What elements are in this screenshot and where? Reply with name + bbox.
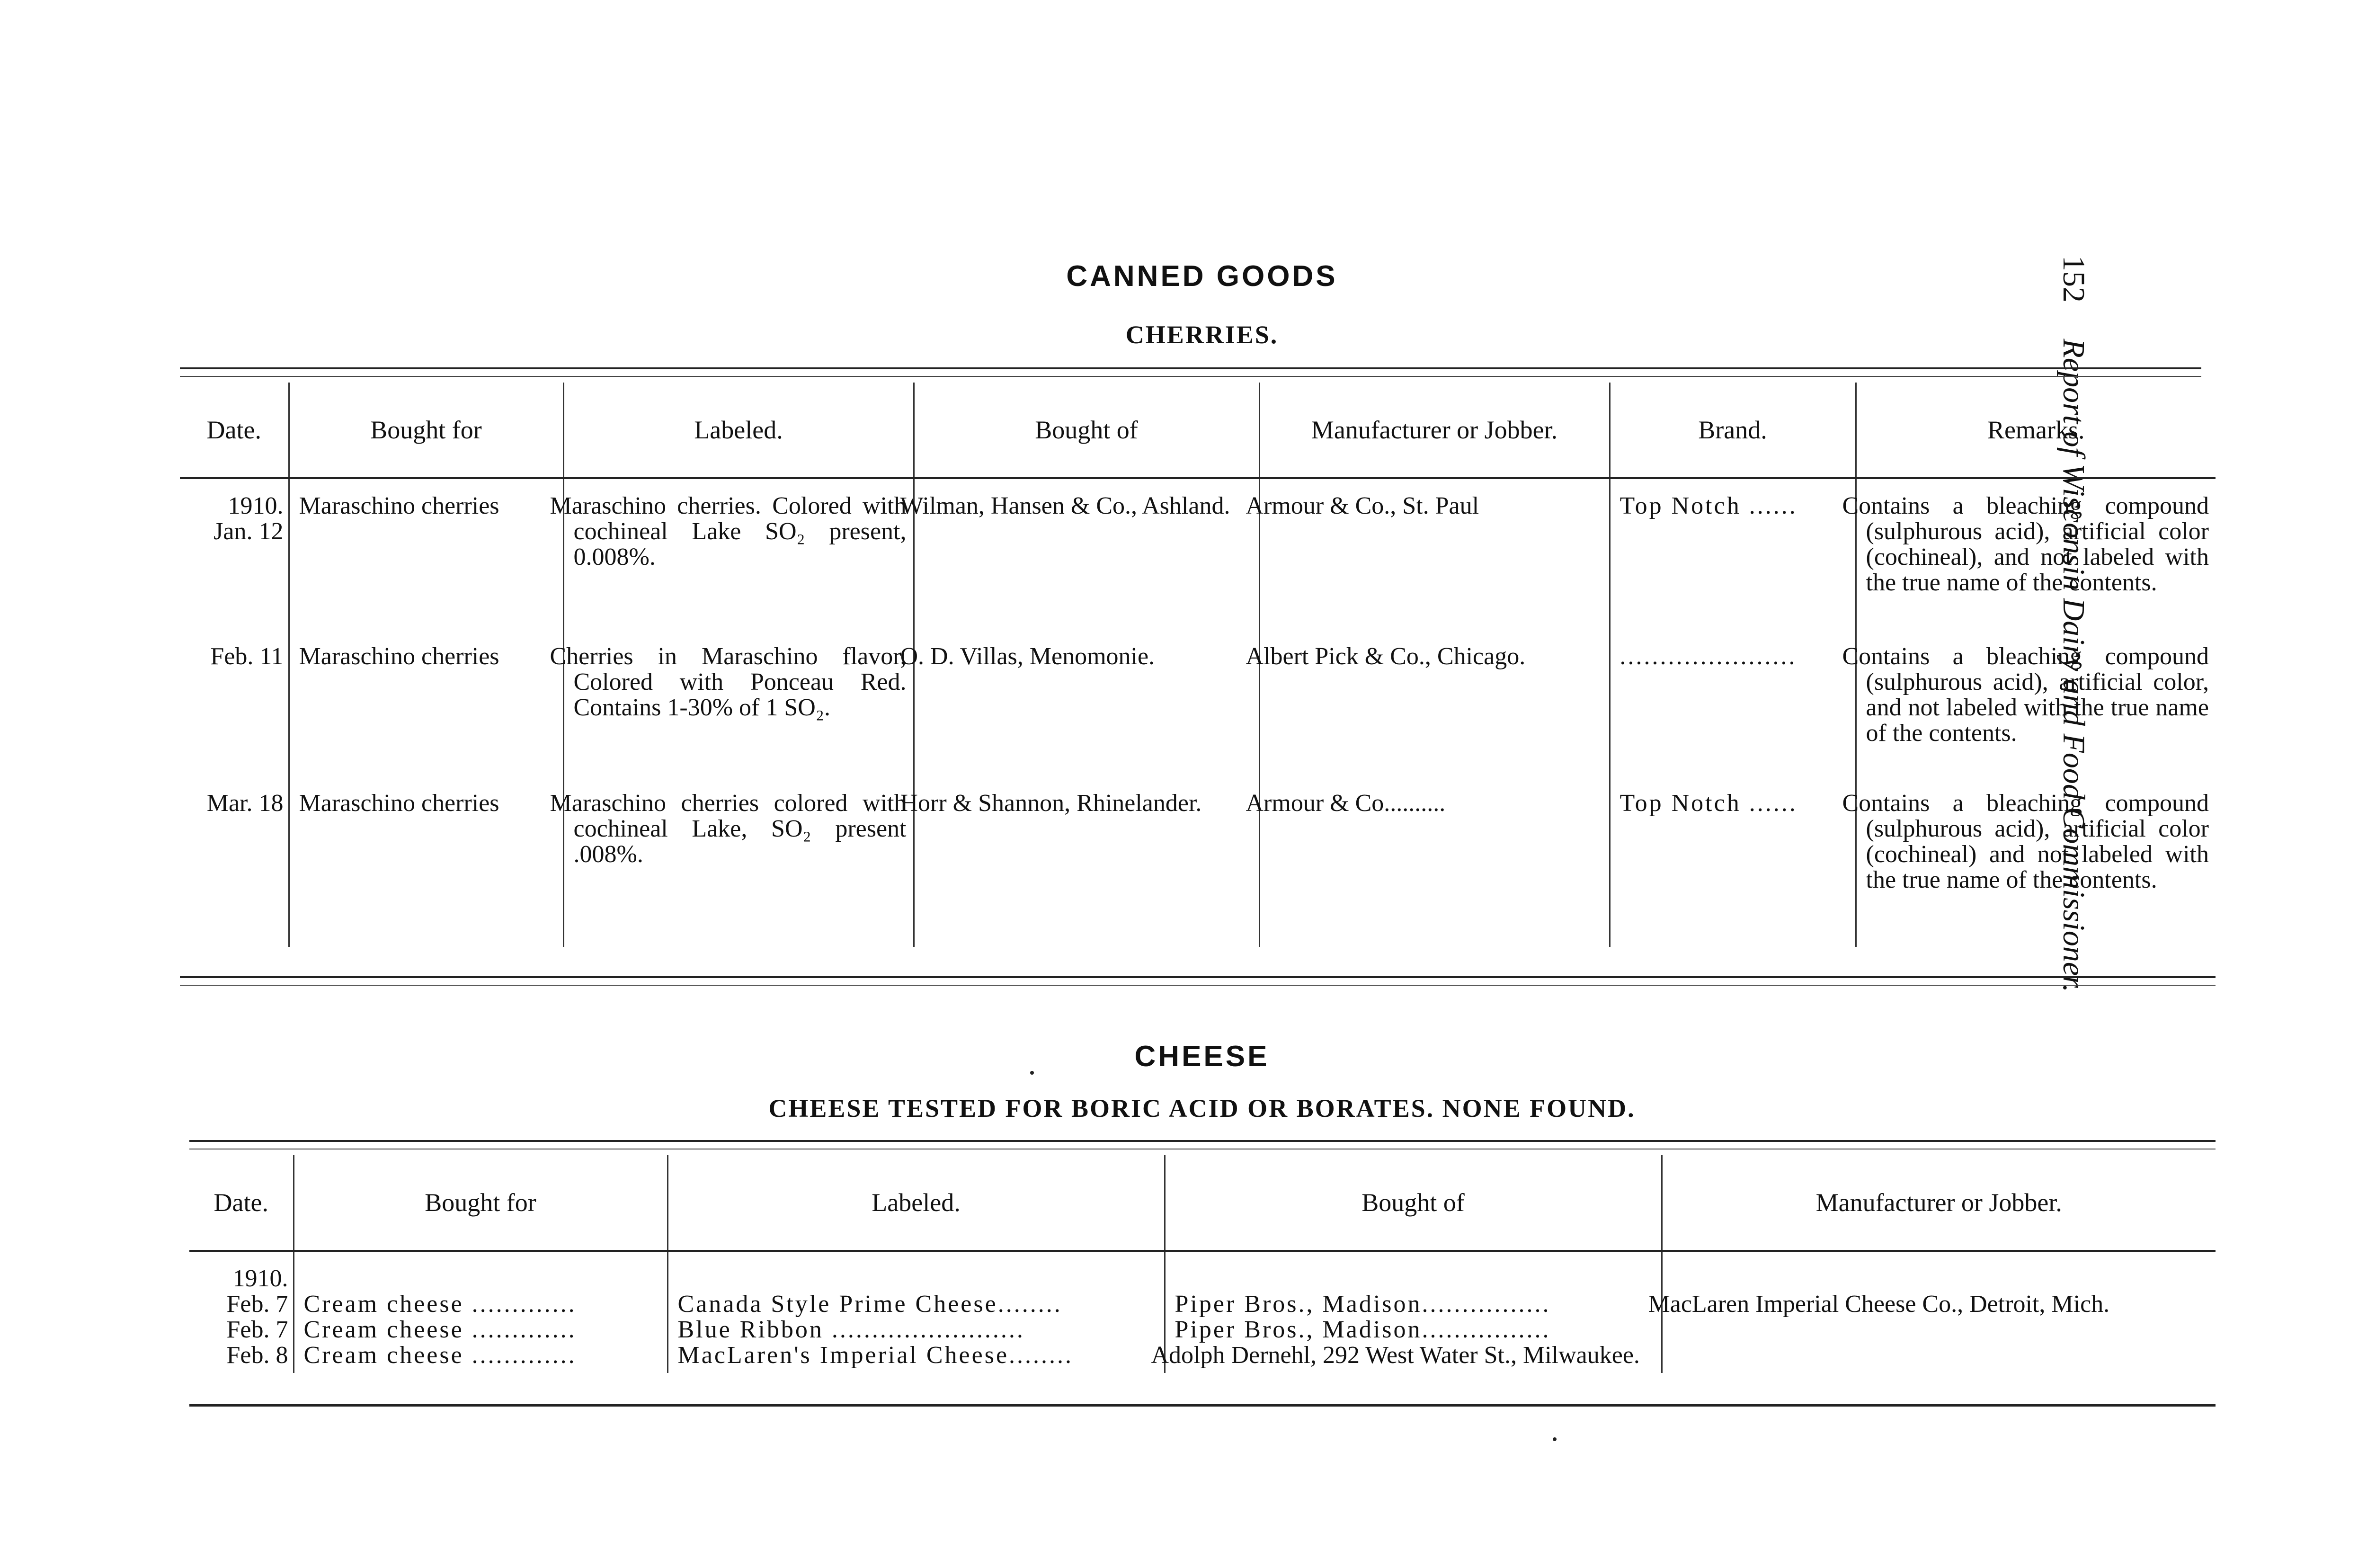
remarks-cell: Contains a bleaching compound (sulphurous acid), artificial color, and not labeled with the true name of the contents.	[1856, 630, 2216, 776]
date-value: Feb. 7	[226, 1316, 288, 1343]
manufacturer-cell: Armour & Co., St. Paul	[1259, 478, 1610, 630]
bought-of-cell: Piper Bros., Madison................	[1165, 1251, 1662, 1317]
labeled-cell: Canada Style Prime Cheese........	[667, 1251, 1165, 1317]
year-label: 1910.	[232, 1265, 288, 1292]
col-header-manufacturer: Manufacturer or Jobber.	[1662, 1155, 2216, 1251]
cheese-header-row	[189, 1155, 2216, 1251]
canned-goods-title: CANNED GOODS	[1066, 260, 1338, 293]
cheese-subtitle: CHEESE TESTED FOR BORIC ACID OR BORATES. NONE FOUND.	[768, 1094, 1636, 1123]
labeled-cell: Maraschino cherries. Colored with cochineal Lake SO₂ present, 0.008%.	[563, 478, 914, 630]
canned-header-row	[180, 383, 2216, 478]
bought-of-cell: Adolph Dernehl, 292 West Water St., Milwaukee.	[1165, 1343, 1662, 1373]
stray-dot	[1553, 1437, 1557, 1441]
col-header-remarks: Remarks.	[1856, 383, 2216, 478]
col-header-labeled: Labeled.	[667, 1155, 1165, 1251]
running-title: Report of Wisconsin Dairy and Food Commissioner.	[2056, 339, 2091, 992]
canned-goods-table	[180, 383, 2216, 947]
date-cell	[180, 630, 289, 776]
cheese-table	[189, 1155, 2216, 1373]
date-value: Feb. 8	[226, 1342, 288, 1369]
cherries-subtitle: CHERRIES.	[1125, 321, 1279, 349]
table-row	[189, 1251, 2216, 1317]
cheese-title: CHEESE	[1134, 1040, 1270, 1073]
canned-table-bottom-rule	[180, 976, 2216, 986]
date-value: Jan. 12	[214, 518, 284, 545]
col-header-bought-of: Bought of	[914, 383, 1259, 478]
remarks-cell: Contains a bleaching compound (sulphurous acid), artificial color (cochineal) and not labeled with the true name of the contents.	[1856, 776, 2216, 947]
bought-of-cell: Piper Bros., Madison................	[1165, 1317, 1662, 1343]
date-cell	[189, 1317, 294, 1343]
date-cell	[180, 776, 289, 947]
manufacturer-cell: Armour & Co..........	[1259, 776, 1610, 947]
labeled-cell: Maraschino cherries colored with cochineal Lake, SO₂ present .008%.	[563, 776, 914, 947]
page-number: 152	[2056, 256, 2091, 303]
date-value: Feb. 7	[226, 1291, 288, 1318]
manufacturer-cell	[1662, 1343, 2216, 1373]
bought-of-cell: Wilman, Hansen & Co., Ashland.	[914, 478, 1259, 630]
table-row	[180, 630, 2216, 776]
col-header-date: Date.	[189, 1155, 294, 1251]
labeled-cell: MacLaren's Imperial Cheese........	[667, 1343, 1165, 1373]
bought-for-cell: Cream cheese .............	[294, 1343, 667, 1373]
col-header-bought-for: Bought for	[294, 1155, 667, 1251]
bought-for-cell: Cream cheese .............	[294, 1317, 667, 1343]
manufacturer-cell: Albert Pick & Co., Chicago.	[1259, 630, 1610, 776]
bought-for-cell: Maraschino cherries	[289, 630, 563, 776]
year-label: 1910.	[228, 492, 284, 519]
cheese-table-bottom-rule	[189, 1404, 2216, 1407]
col-header-date: Date.	[180, 383, 289, 478]
date-value: Mar. 18	[206, 790, 284, 817]
date-cell	[180, 478, 289, 630]
brand-cell: Top Notch ......	[1610, 478, 1856, 630]
canned-table-top-rule	[180, 367, 2201, 377]
manufacturer-cell: MacLaren Imperial Cheese Co., Detroit, Mich.	[1662, 1251, 2216, 1317]
col-header-labeled: Labeled.	[563, 383, 914, 478]
brand-cell: Top Notch ......	[1610, 776, 1856, 947]
col-header-bought-of: Bought of	[1165, 1155, 1662, 1251]
table-row	[180, 478, 2216, 630]
bought-of-cell: Horr & Shannon, Rhinelander.	[914, 776, 1259, 947]
manufacturer-cell	[1662, 1317, 2216, 1343]
date-cell	[189, 1251, 294, 1317]
table-row	[189, 1317, 2216, 1343]
table-row	[189, 1343, 2216, 1373]
bought-for-cell: Maraschino cherries	[289, 776, 563, 947]
cheese-table-top-rule	[189, 1140, 2216, 1149]
brand-cell: ......................	[1610, 630, 1856, 776]
date-cell	[189, 1343, 294, 1373]
col-header-bought-for: Bought for	[289, 383, 563, 478]
labeled-cell: Blue Ribbon ........................	[667, 1317, 1165, 1343]
col-header-manufacturer: Manufacturer or Jobber.	[1259, 383, 1610, 478]
bought-for-cell: Maraschino cherries	[289, 478, 563, 630]
remarks-cell: Contains a bleaching compound (sulphurous acid), artificial color (cochineal), and not labeled with the true name of the contents.	[1856, 478, 2216, 630]
date-value: Feb. 11	[210, 643, 284, 670]
col-header-brand: Brand.	[1610, 383, 1856, 478]
bought-for-cell: Cream cheese .............	[294, 1251, 667, 1317]
bought-of-cell: O. D. Villas, Menomonie.	[914, 630, 1259, 776]
labeled-cell: Cherries in Maraschino flavor, Colored with Ponceau Red. Contains 1-30% of 1 SO₂.	[563, 630, 914, 776]
table-row	[180, 776, 2216, 947]
